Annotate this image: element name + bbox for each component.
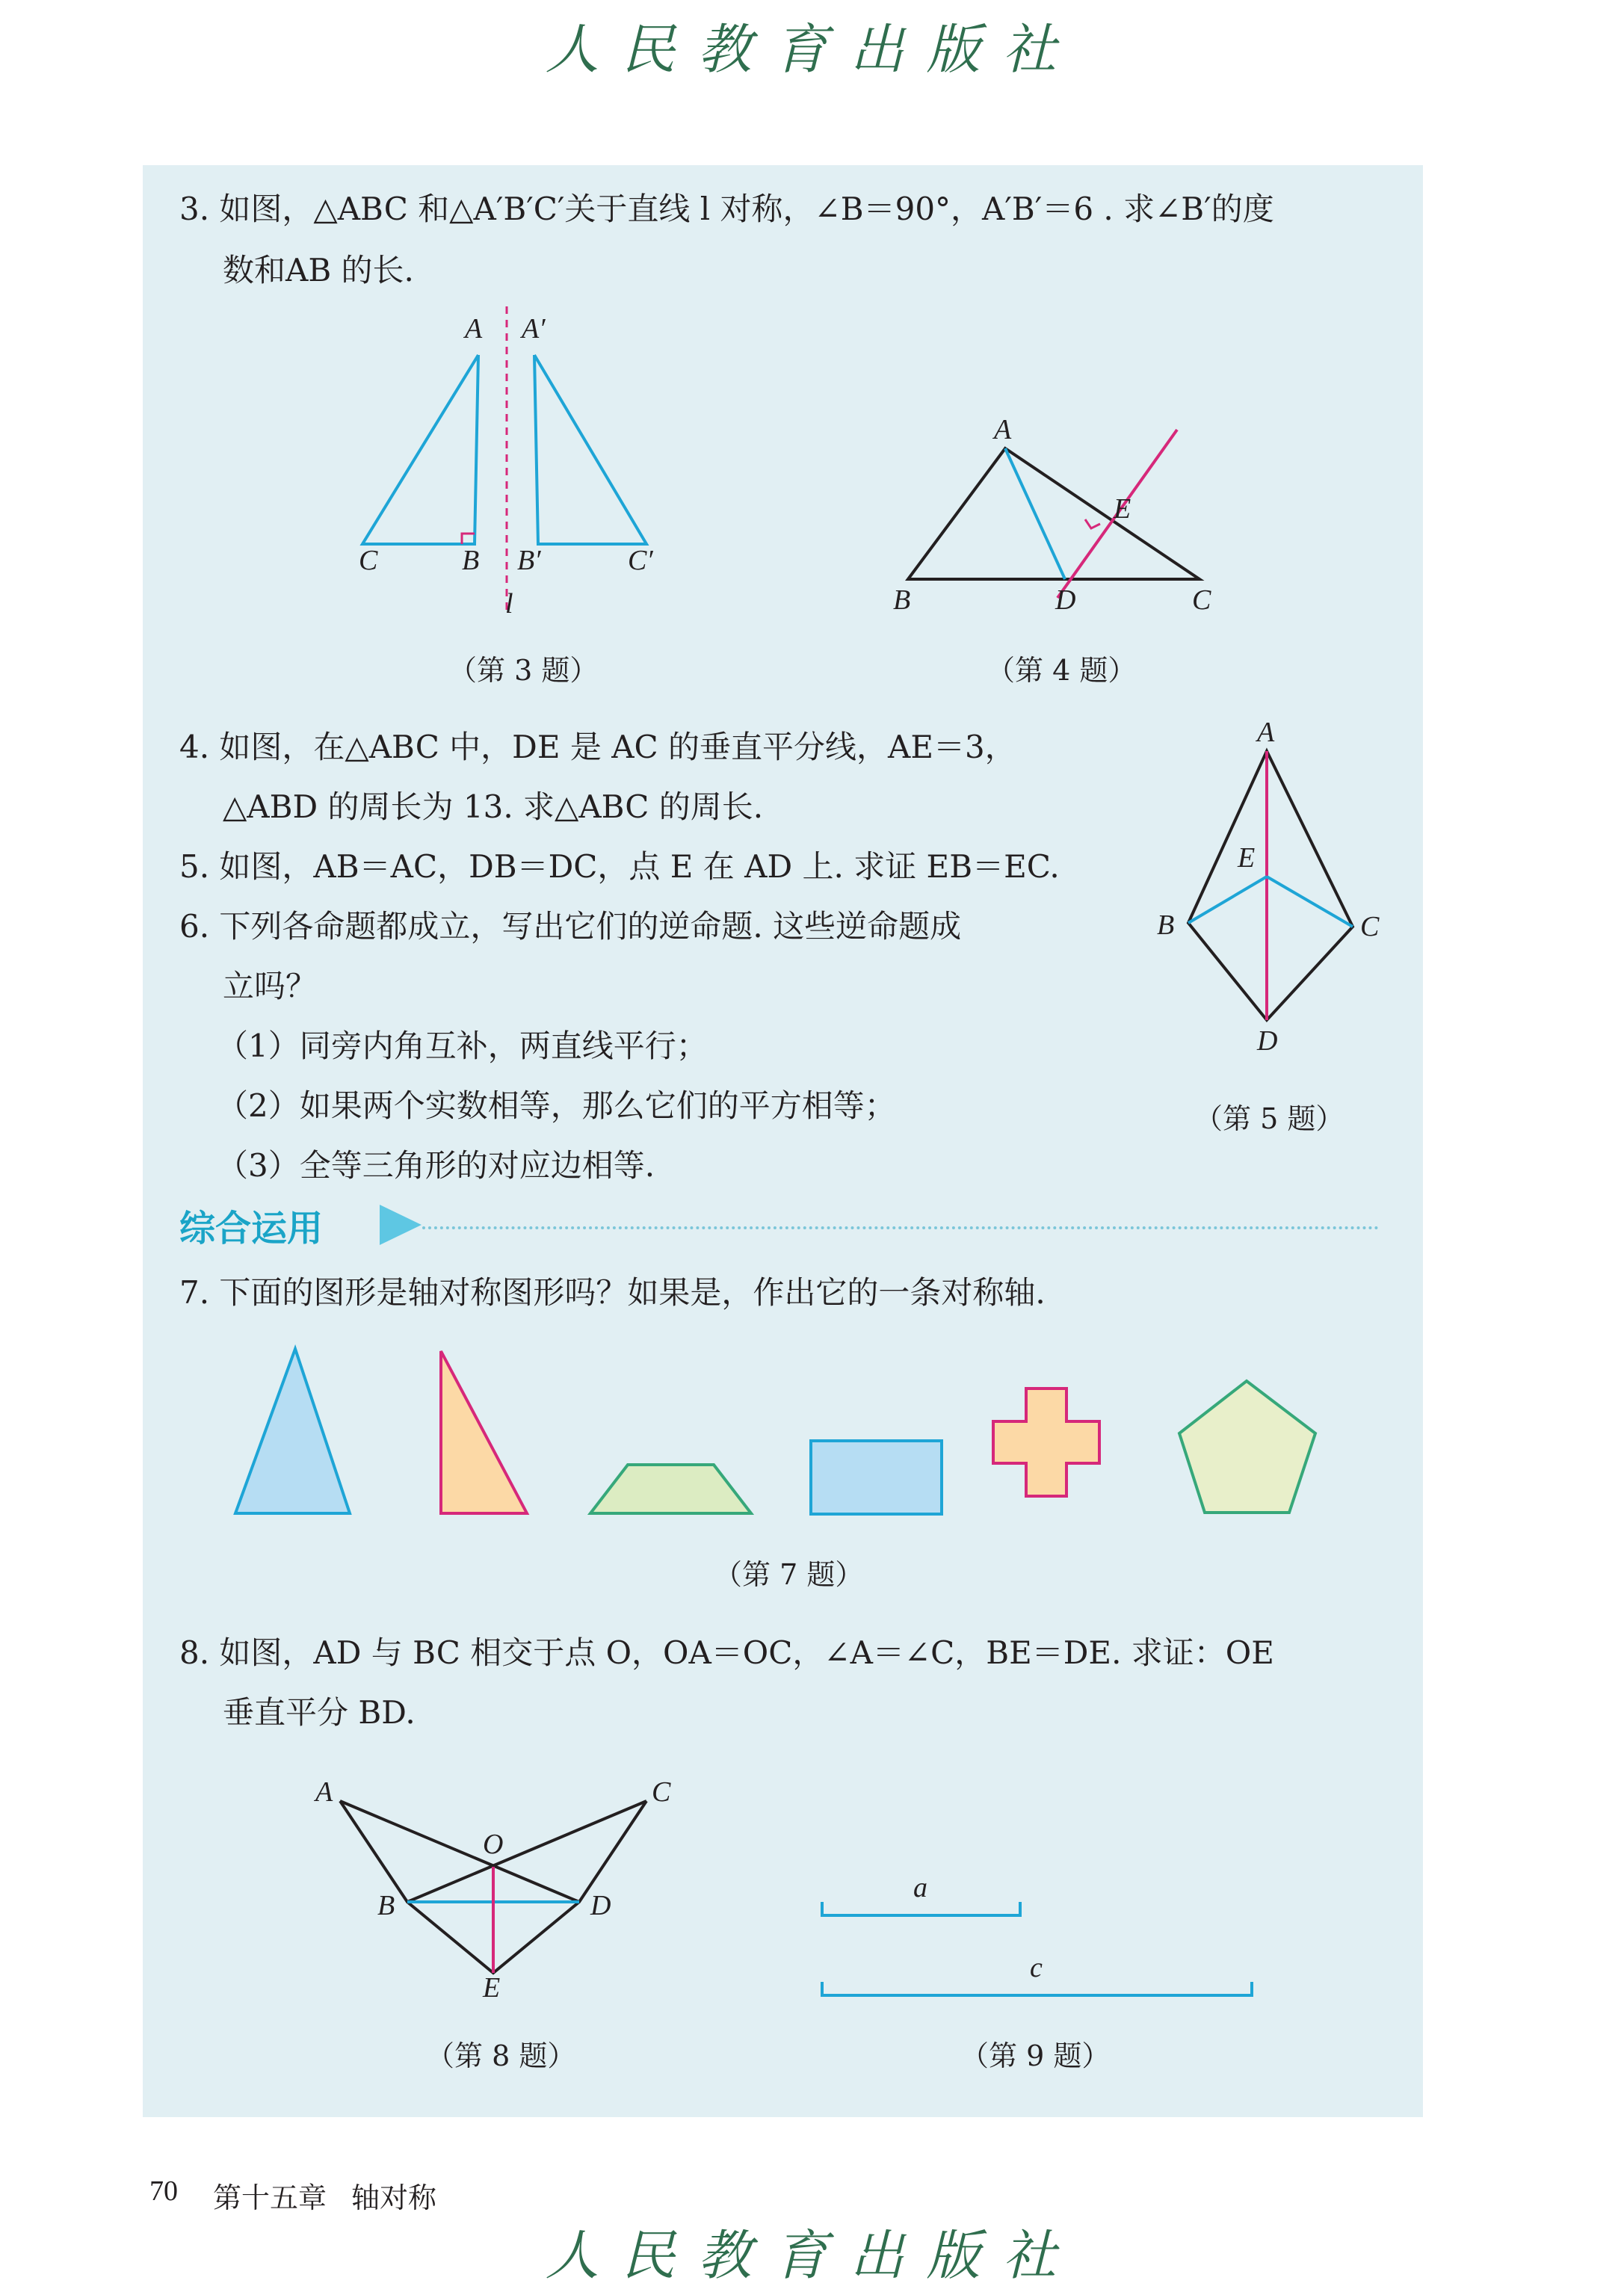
label-a: A	[465, 313, 483, 345]
label-c: C	[1192, 584, 1211, 616]
problem-4-text-line2: △ABD 的周长为 13. 求△ABC 的周长.	[223, 788, 764, 825]
label-a-prime: A′	[522, 313, 546, 345]
label-d: D	[590, 1890, 611, 1921]
problem-6-text-line1: 6. 下列各命题都成立，写出它们的逆命题. 这些逆命题成	[179, 908, 962, 945]
publisher-logo-top: 人民教育出版社	[545, 18, 1079, 81]
trapezoid-shape	[590, 1465, 751, 1513]
label-a: A	[315, 1776, 333, 1808]
label-d: D	[1055, 584, 1076, 616]
label-a: a	[913, 1872, 927, 1903]
problem-5-text: 5. 如图，AB＝AC，DB＝DC，点 E 在 AD 上. 求证 EB＝EC.	[179, 848, 1060, 885]
section-arrow-icon	[380, 1205, 422, 1245]
problem-3-text-line1: 3. 如图，△ABC 和△A′B′C′关于直线 l 对称，∠B＝90°，A′B′＝6 . 求∠B′的度	[179, 191, 1274, 227]
pentagon-shape	[1179, 1381, 1315, 1513]
label-a: A	[994, 414, 1012, 445]
label-e: E	[1114, 493, 1131, 525]
figure-9-segments	[807, 1861, 1271, 2010]
segment-bc	[407, 1801, 646, 1902]
problem-6-item-1: （1）同旁内角互补，两直线平行；	[217, 1028, 708, 1064]
label-b: B	[377, 1890, 395, 1921]
triangle-abc	[362, 355, 478, 544]
label-e: E	[483, 1972, 501, 2004]
problem-6-text-line2: 立吗？	[223, 968, 318, 1004]
segment-ad	[340, 1801, 579, 1902]
label-c: C	[359, 545, 378, 576]
section-divider	[422, 1226, 1379, 1229]
triangle-abc	[908, 448, 1200, 579]
label-b: B	[462, 545, 480, 576]
right-angle-mark-e	[1085, 519, 1100, 528]
problem-4-text-line1: 4. 如图，在△ABC 中，DE 是 AC 的垂直平分线，AE＝3，	[179, 729, 1016, 765]
section-title: 综合运用	[179, 1208, 324, 1250]
label-e: E	[1238, 842, 1256, 874]
label-c: c	[1030, 1952, 1043, 1983]
isosceles-triangle-shape	[235, 1349, 350, 1513]
problem-3-text-line2: 数和AB 的长.	[223, 252, 414, 288]
figure-3-reflected-triangles	[329, 306, 703, 635]
label-c-prime: C′	[628, 545, 653, 576]
figure-4-triangle-bisector	[889, 415, 1226, 624]
caption-problem-8: （第 8 题）	[426, 2039, 576, 2072]
cross-shape	[993, 1389, 1099, 1496]
problem-8-text-line1: 8. 如图，AD 与 BC 相交于点 O，OA＝OC，∠A＝∠C，BE＝DE. 求证：OE	[179, 1634, 1274, 1671]
chapter-label: 第十五章	[213, 2181, 327, 2214]
caption-problem-9: （第 9 题）	[960, 2039, 1111, 2072]
label-a: A	[1257, 717, 1275, 748]
problem-8-text-line2: 垂直平分 BD.	[223, 1694, 416, 1731]
page-number: 70	[149, 2175, 178, 2207]
label-d: D	[1257, 1025, 1278, 1057]
figure-5-kite	[1143, 717, 1398, 1061]
label-c: C	[652, 1776, 671, 1808]
chapter-title: 轴对称	[351, 2181, 437, 2214]
segment-c	[822, 1982, 1252, 1995]
label-b: B	[893, 584, 911, 616]
problem-7-text: 7. 下面的图形是轴对称图形吗？如果是，作出它的一条对称轴.	[179, 1274, 1046, 1311]
label-b: B	[1157, 909, 1175, 941]
segment-a	[822, 1902, 1020, 1915]
figure-8-intersecting-segments	[299, 1771, 703, 2003]
rectangle-shape	[811, 1441, 942, 1514]
right-angle-mark-b	[462, 534, 475, 544]
caption-problem-4: （第 4 题）	[987, 654, 1137, 687]
label-l: l	[505, 588, 513, 620]
caption-problem-3: （第 3 题）	[448, 654, 599, 687]
label-b-prime: B′	[517, 545, 541, 576]
problem-6-item-3: （3）全等三角形的对应边相等.	[217, 1147, 655, 1184]
triangle-a1b1c1	[534, 355, 646, 544]
label-o: O	[483, 1829, 504, 1860]
caption-problem-7: （第 7 题）	[714, 1558, 864, 1591]
kite-abdc	[1188, 751, 1353, 1020]
label-c: C	[1360, 911, 1380, 942]
caption-problem-5: （第 5 题）	[1194, 1102, 1344, 1135]
figure-7-shapes	[224, 1345, 1345, 1539]
right-triangle-shape	[441, 1351, 527, 1513]
problem-6-item-2: （2）如果两个实数相等，那么它们的平方相等；	[217, 1087, 896, 1124]
publisher-logo-bottom: 人民教育出版社	[545, 2224, 1079, 2287]
